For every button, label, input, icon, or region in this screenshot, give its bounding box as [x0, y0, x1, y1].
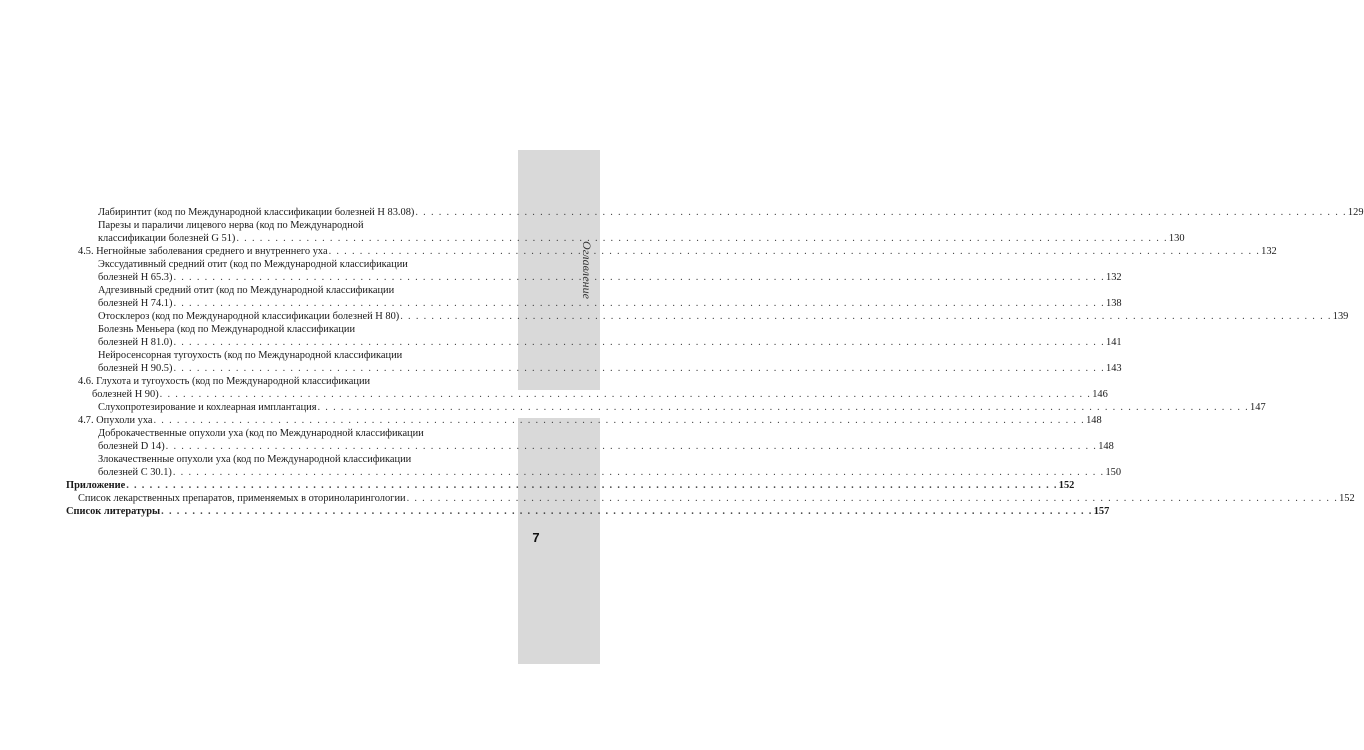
dot-leader: . . . . . . . . . . . . . . . . . . . . . . . . . . . . . . . . . . . . . . . . . . . . . . . . . . . . . . . . . . . . . . . . . . . . . . . . . . . . . . . . . . . . . . . . . . . . . . . . . . . . . . . . . . . . . . . . . . . . . . . . — [173, 363, 1105, 374]
toc-entry[interactable] — [98, 310, 1349, 323]
toc-page-number: 152 — [1339, 493, 1355, 504]
toc-page-number: 130 — [1168, 233, 1185, 244]
toc-entry[interactable] — [78, 245, 1277, 258]
toc-entry[interactable] — [98, 206, 1364, 219]
toc-page-number: 157 — [1093, 506, 1110, 517]
toc-entry-title: Экссудативный средний отит (код по Международной классификации — [98, 259, 408, 270]
toc-entry[interactable] — [98, 427, 1114, 453]
dot-leader: . . . . . . . . . . . . . . . . . . . . . . . . . . . . . . . . . . . . . . . . . . . . . . . . . . . . . . . . . . . . . . . . . . . . . . . . . . . . . . . . . . . . . . . . . . . . . . . . . . . . . . . . . . . . . . . . . . . . . . . . — [236, 233, 1168, 244]
dot-leader: . . . . . . . . . . . . . . . . . . . . . . . . . . . . . . . . . . . . . . . . . . . . . . . . . . . . . . . . . . . . . . . . . . . . . . . . . . . . . . . . . . . . . . . . . . . . . . . . . . . . . . . . . . . . . . . . . . . . . . . . — [172, 467, 1105, 478]
toc-entry-title: 4.7. Опухоли уха — [78, 415, 153, 426]
dot-leader: . . . . . . . . . . . . . . . . . . . . . . . . . . . . . . . . . . . . . . . . . . . . . . . . . . . . . . . . . . . . . . . . . . . . . . . . . . . . . . . . . . . . . . . . . . . . . . . . . . . . . . . . . . . . . . . . . . . . . . . . — [161, 506, 1093, 517]
toc-entry-title: Болезнь Меньера (код по Международной классификации — [98, 324, 356, 335]
toc-entry[interactable] — [78, 375, 1108, 401]
toc-entry-title: болезней H 65.3) — [98, 272, 173, 283]
toc-entry-title: Список лекарственных препаратов, применяемых в оториноларингологии — [78, 493, 406, 504]
toc-entry-title: Отосклероз (код по Международной классификации болезней H 80) — [98, 311, 400, 322]
toc-entry[interactable] — [98, 284, 1122, 310]
toc-page-number: 132 — [1261, 246, 1277, 257]
toc-entry[interactable] — [98, 323, 1122, 349]
toc-page-number: 143 — [1106, 363, 1122, 374]
dot-leader: . . . . . . . . . . . . . . . . . . . . . . . . . . . . . . . . . . . . . . . . . . . . . . . . . . . . . . . . . . . . . . . . . . . . . . . . . . . . . . . . . . . . . . . . . . . . . . . . . . . . . . . . . . . . . . . . . . . . . . . . — [159, 389, 1092, 400]
dot-leader: . . . . . . . . . . . . . . . . . . . . . . . . . . . . . . . . . . . . . . . . . . . . . . . . . . . . . . . . . . . . . . . . . . . . . . . . . . . . . . . . . . . . . . . . . . . . . . . . . . . . . . . . . . . . . . . . . . . . . . . . — [153, 415, 1086, 426]
toc-entry-title: болезней H 74.1) — [98, 298, 173, 309]
dot-leader: . . . . . . . . . . . . . . . . . . . . . . . . . . . . . . . . . . . . . . . . . . . . . . . . . . . . . . . . . . . . . . . . . . . . . . . . . . . . . . . . . . . . . . . . . . . . . . . . . . . . . . . . . . . . . . . . . . . . . . . . — [415, 207, 1347, 218]
toc-entry-title: Приложение — [66, 480, 126, 491]
toc-entry-title: болезней D 14) — [98, 441, 165, 452]
toc-entry-title: Список литературы — [66, 506, 161, 517]
toc-page-number: 152 — [1058, 480, 1075, 491]
toc-page-number: 148 — [1086, 415, 1102, 426]
dot-leader: . . . . . . . . . . . . . . . . . . . . . . . . . . . . . . . . . . . . . . . . . . . . . . . . . . . . . . . . . . . . . . . . . . . . . . . . . . . . . . . . . . . . . . . . . . . . . . . . . . . . . . . . . . . . . . . . . . . . . . . . — [406, 493, 1339, 504]
toc-entry[interactable] — [98, 401, 1266, 414]
dot-leader: . . . . . . . . . . . . . . . . . . . . . . . . . . . . . . . . . . . . . . . . . . . . . . . . . . . . . . . . . . . . . . . . . . . . . . . . . . . . . . . . . . . . . . . . . . . . . . . . . . . . . . . . . . . . . . . . . . . . . . . . — [173, 272, 1105, 283]
toc-entry[interactable] — [66, 479, 1075, 492]
toc-entry-title: 4.6. Глухота и тугоухость (код по Международной классификации — [78, 376, 371, 387]
toc-entry[interactable] — [98, 219, 1185, 245]
toc-entry-title: Слухопротезирование и кохлеарная имплантация — [98, 402, 317, 413]
dot-leader: . . . . . . . . . . . . . . . . . . . . . . . . . . . . . . . . . . . . . . . . . . . . . . . . . . . . . . . . . . . . . . . . . . . . . . . . . . . . . . . . . . . . . . . . . . . . . . . . . . . . . . . . . . . . . . . . . . . . . . . . — [173, 337, 1105, 348]
toc-page-number: 132 — [1106, 272, 1122, 283]
dot-leader: . . . . . . . . . . . . . . . . . . . . . . . . . . . . . . . . . . . . . . . . . . . . . . . . . . . . . . . . . . . . . . . . . . . . . . . . . . . . . . . . . . . . . . . . . . . . . . . . . . . . . . . . . . . . . . . . . . . . . . . . — [165, 441, 1098, 452]
toc-entry-title: Злокачественные опухоли уха (код по Международной классификации — [98, 454, 412, 465]
toc-page-number: 147 — [1250, 402, 1266, 413]
toc-entry[interactable] — [78, 492, 1355, 505]
toc-page-number: 141 — [1106, 337, 1122, 348]
toc-page-number: 138 — [1106, 298, 1122, 309]
toc-entry-title: классификации болезней G 51) — [98, 233, 236, 244]
toc-entry[interactable] — [98, 349, 1122, 375]
toc-page-number: 139 — [1332, 311, 1349, 322]
toc-page-number: 150 — [1105, 467, 1122, 478]
dot-leader: . . . . . . . . . . . . . . . . . . . . . . . . . . . . . . . . . . . . . . . . . . . . . . . . . . . . . . . . . . . . . . . . . . . . . . . . . . . . . . . . . . . . . . . . . . . . . . . . . . . . . . . . . . . . . . . . . . . . . . . . — [328, 246, 1261, 257]
page-number: 7 — [532, 530, 540, 545]
toc-entry[interactable] — [66, 505, 1110, 518]
dot-leader: . . . . . . . . . . . . . . . . . . . . . . . . . . . . . . . . . . . . . . . . . . . . . . . . . . . . . . . . . . . . . . . . . . . . . . . . . . . . . . . . . . . . . . . . . . . . . . . . . . . . . . . . . . . . . . . . . . . . . . . . — [317, 402, 1250, 413]
toc-entry-title: болезней C 30.1) — [98, 467, 172, 478]
toc-entry[interactable] — [98, 453, 1122, 479]
toc-entry-title: Доброкачественные опухоли уха (код по Международной классификации — [98, 428, 424, 439]
dot-leader: . . . . . . . . . . . . . . . . . . . . . . . . . . . . . . . . . . . . . . . . . . . . . . . . . . . . . . . . . . . . . . . . . . . . . . . . . . . . . . . . . . . . . . . . . . . . . . . . . . . . . . . . . . . . . . . . . . . . . . . . — [400, 311, 1332, 322]
toc-entry-title: Лабиринтит (код по Международной классификации болезней H 83.08) — [98, 207, 415, 218]
toc-entry-title: Адгезивный средний отит (код по Международной классификации — [98, 285, 395, 296]
dot-leader: . . . . . . . . . . . . . . . . . . . . . . . . . . . . . . . . . . . . . . . . . . . . . . . . . . . . . . . . . . . . . . . . . . . . . . . . . . . . . . . . . . . . . . . . . . . . . . . . . . . . . . . . . . . . . . . . . . . . . . . . — [126, 480, 1058, 491]
toc-entry-title: болезней H 90) — [92, 389, 159, 400]
toc-entry-title: 4.5. Негнойные заболевания среднего и внутреннего уха — [78, 246, 328, 257]
toc-entry-title: болезней H 81.0) — [98, 337, 173, 348]
toc-entry-title: Парезы и параличи лицевого нерва (код по Международной — [98, 220, 364, 231]
toc-entry[interactable] — [78, 414, 1102, 427]
toc-page-number: 129 — [1347, 207, 1364, 218]
dot-leader: . . . . . . . . . . . . . . . . . . . . . . . . . . . . . . . . . . . . . . . . . . . . . . . . . . . . . . . . . . . . . . . . . . . . . . . . . . . . . . . . . . . . . . . . . . . . . . . . . . . . . . . . . . . . . . . . . . . . . . . . — [173, 298, 1105, 309]
toc-entry[interactable] — [98, 258, 1122, 284]
side-tab-label: Оглавление — [580, 241, 594, 299]
toc-entry-title: болезней H 90.5) — [98, 363, 173, 374]
toc-page-number: 146 — [1092, 389, 1108, 400]
toc-entry-title: Нейросенсорная тугоухость (код по Международной классификации — [98, 350, 403, 361]
toc-page-number: 148 — [1098, 441, 1114, 452]
